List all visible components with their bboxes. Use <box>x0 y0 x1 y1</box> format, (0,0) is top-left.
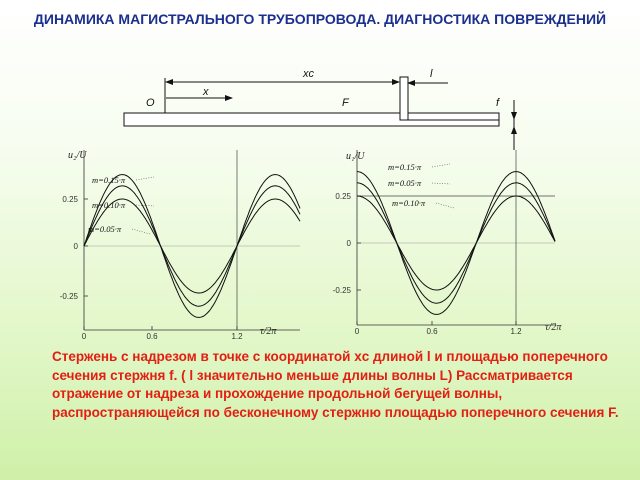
series-label-leader <box>432 164 450 167</box>
y-tick-label: -0.25 <box>59 292 78 301</box>
y-tick-label: 0.25 <box>62 195 78 204</box>
series-label-leader <box>432 183 450 184</box>
series-label: m=0.10·π <box>392 198 426 208</box>
notch <box>400 77 408 120</box>
series-label-leader <box>132 229 150 234</box>
x-tick-label: 1.2 <box>231 332 243 341</box>
label-xc: xc <box>303 68 314 80</box>
x-tick-label: 0 <box>81 332 87 341</box>
x-tick-label: 0 <box>354 327 360 336</box>
chart-u1 <box>333 150 563 336</box>
y-tick-label: 0 <box>346 239 351 248</box>
y-tick-label: 0 <box>73 242 78 251</box>
label-x: x <box>203 86 209 98</box>
label-F: F <box>342 97 349 109</box>
x-axis-label: τ/2π <box>545 322 562 333</box>
series-label: m=0.05·π <box>388 178 422 188</box>
x-tick-label: 0.6 <box>146 332 158 341</box>
series-label-leader <box>436 203 454 208</box>
series-label: m=0.05·π <box>88 224 122 234</box>
y-axis-label: u₂/U <box>68 150 87 161</box>
rod-diagram <box>124 77 514 150</box>
series-label: m=0.15·π <box>92 175 126 185</box>
y-axis-label: u₁/U <box>346 151 365 162</box>
y-tick-label: -0.25 <box>332 286 351 295</box>
label-f: f <box>496 97 500 109</box>
description-text: Стержень с надрезом в точке с координатой xc длиной l и площадью поперечного сечения стержня f. ( l значительно меньше длины волны L) Рассматривается отражение от надреза и прохождение продольной бегущей волны, распространяющейся по бесконечному стержню площадью поперечного сечения F. <box>52 349 619 420</box>
label-origin: O <box>146 97 155 109</box>
page-title: ДИНАМИКА МАГИСТРАЛЬНОГО ТРУБОПРОВОДА. ДИАГНОСТИКА ПОВРЕЖДЕНИЙ <box>33 11 607 27</box>
label-l: l <box>430 68 433 80</box>
chart-u2 <box>60 150 300 341</box>
x-tick-label: 0.6 <box>426 327 438 336</box>
y-tick-label: 0.25 <box>335 192 351 201</box>
series-label: m=0.15·π <box>388 162 422 172</box>
series-label: m=0.10·π <box>92 200 126 210</box>
x-tick-label: 1.2 <box>510 327 522 336</box>
series-label-leader <box>136 205 154 206</box>
series-label-leader <box>136 177 154 180</box>
x-axis-label: τ/2π <box>260 326 277 337</box>
